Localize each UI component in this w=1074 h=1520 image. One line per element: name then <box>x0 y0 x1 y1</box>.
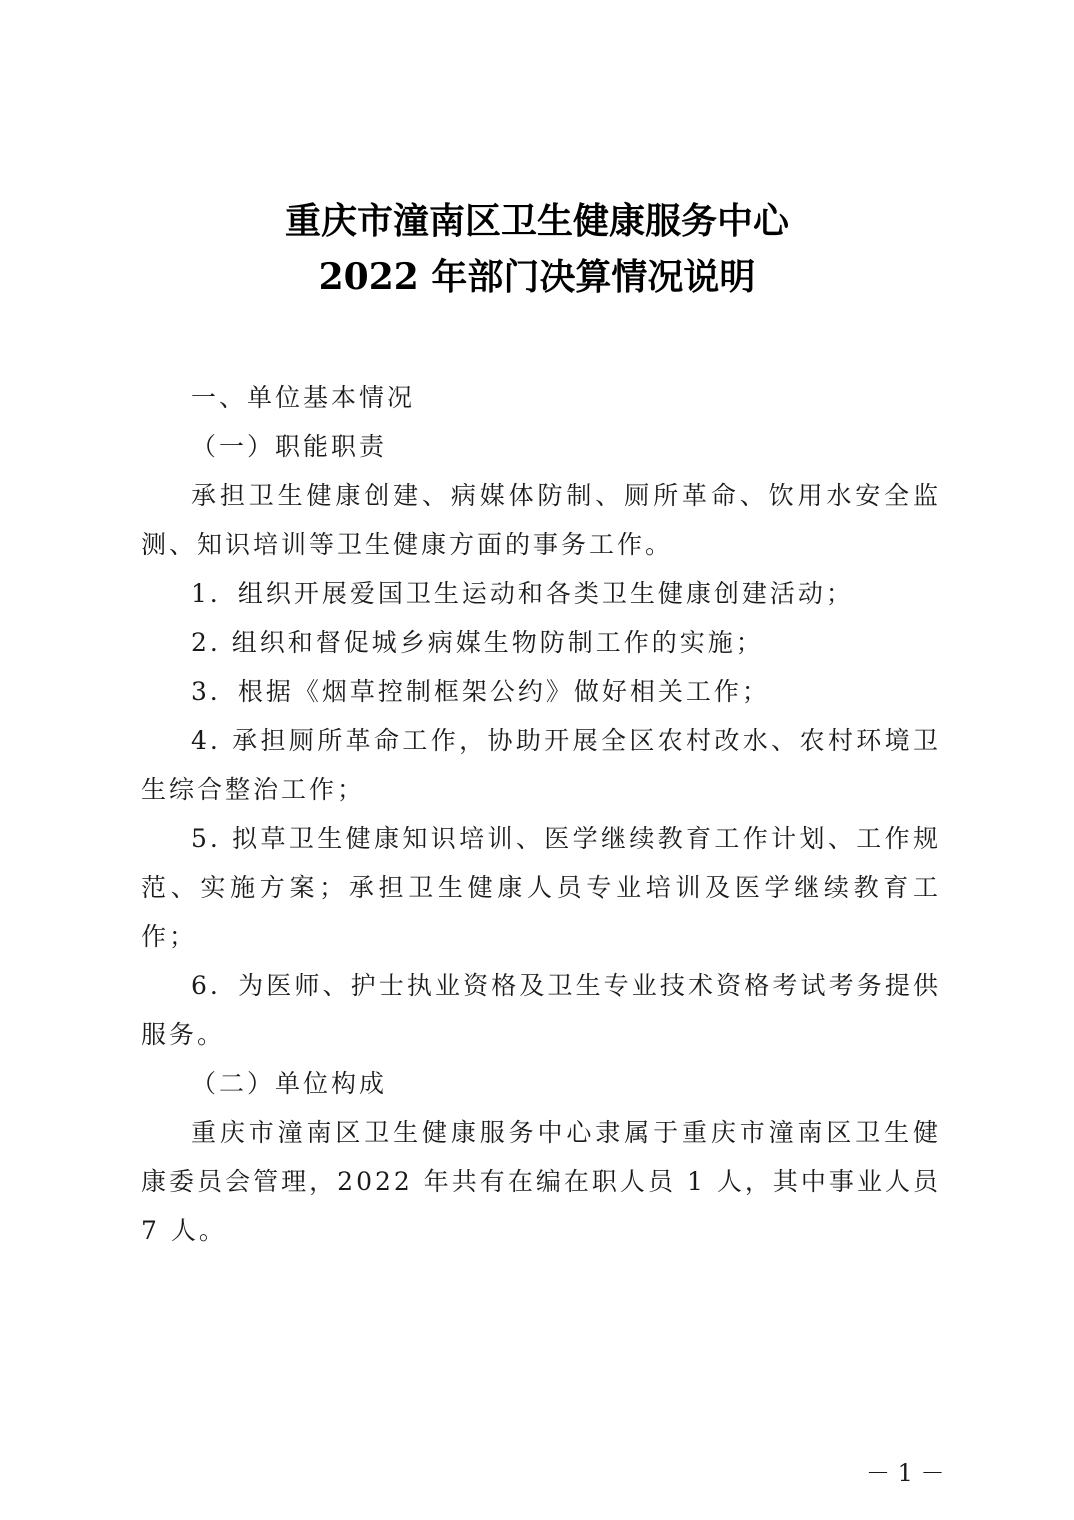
subsection-heading-functions: （一）职能职责 <box>191 432 388 461</box>
section-heading-basic-info: 一、单位基本情况 <box>191 383 416 412</box>
subsection-heading-composition: （二）单位构成 <box>191 1069 388 1098</box>
document-body <box>141 373 941 1255</box>
list-item-function-5: 5. 拟草卫生健康知识培训、医学继续教育工作计划、工作规范、实施方案；承担卫生健康人员专业培训及医学继续教育工作； <box>141 824 941 951</box>
list-item-function-3: 3．根据《烟草控制框架公约》做好相关工作； <box>191 677 770 706</box>
list-item-function-4: 4. 承担厕所革命工作，协助开展全区农村改水、农村环境卫生综合整治工作； <box>141 726 941 804</box>
paragraph-functions-overview: 承担卫生健康创建、病媒体防制、厕所革命、饮用水安全监测、知识培训等卫生健康方面的事务工作。 <box>141 481 941 559</box>
list-item-function-2: 2. 组织和督促城乡病媒生物防制工作的实施； <box>191 628 764 657</box>
page-number: － 1 － <box>866 1459 945 1487</box>
list-item-function-6: 6．为医师、护士执业资格及卫生专业技术资格考试考务提供服务。 <box>141 971 941 1049</box>
document-title-line-2: 2022 年部门决算情况说明 <box>318 256 756 298</box>
paragraph-composition: 重庆市潼南区卫生健康服务中心隶属于重庆市潼南区卫生健康委员会管理，2022 年共有在编在职人员 1 人，其中事业人员 7 人。 <box>141 1118 941 1245</box>
document-title-line-1: 重庆市潼南区卫生健康服务中心 <box>284 200 789 242</box>
list-item-function-1: 1．组织开展爱国卫生运动和各类卫生健康创建活动； <box>191 579 854 608</box>
